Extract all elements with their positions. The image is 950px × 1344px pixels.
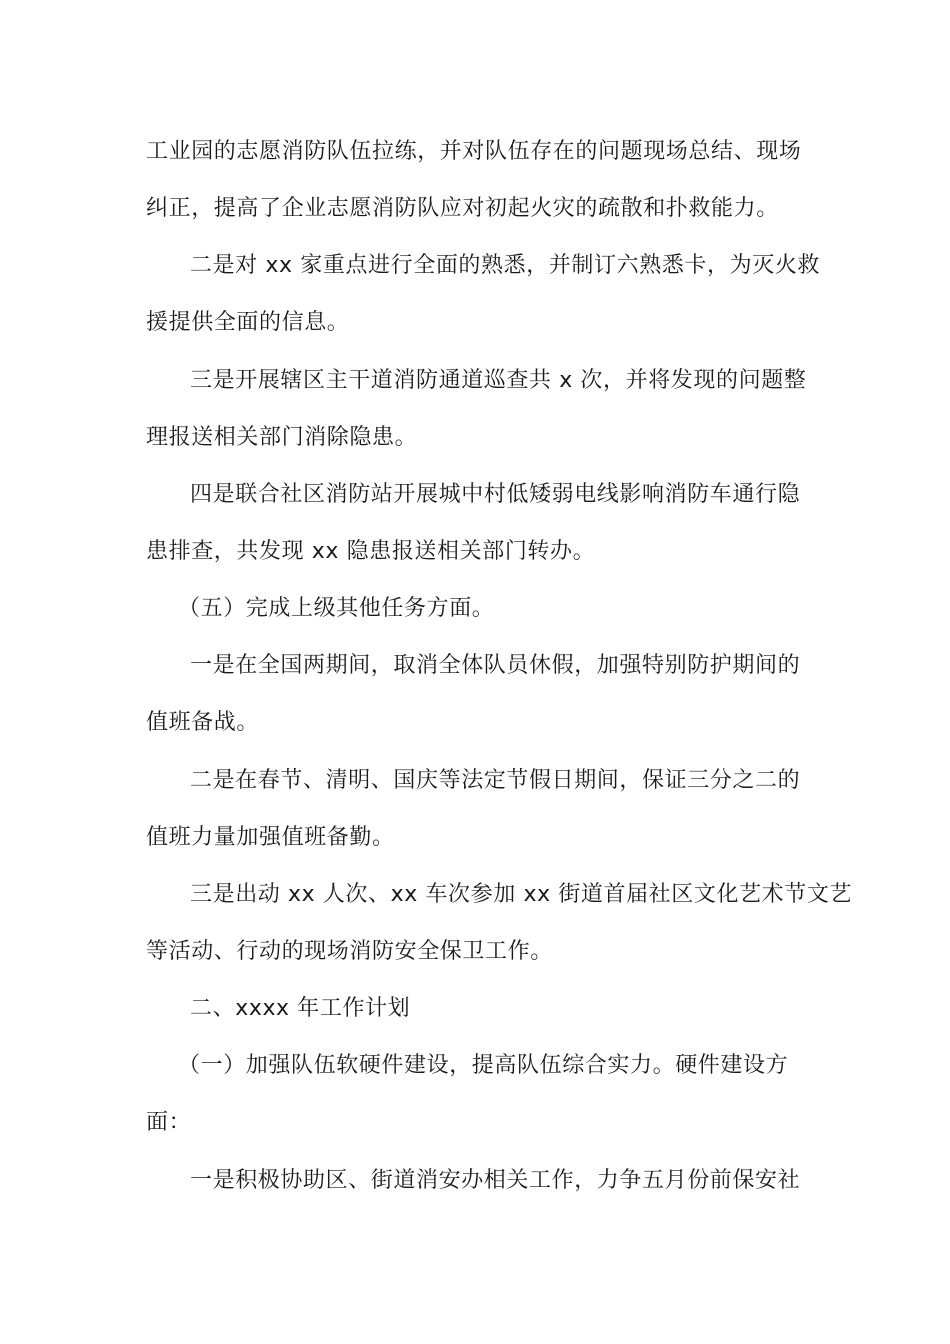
paragraph-line: 一是在全国两期间，取消全体队员休假，加强特别防护期间的 — [190, 653, 801, 678]
paragraph-line: 三是出动 xx 人次、xx 车次参加 xx 街道首届社区文化艺术节文艺 — [190, 882, 853, 907]
paragraph-line: 面： — [146, 1110, 192, 1135]
paragraph-line: 患排查，共发现 xx 隐患报送相关部门转办。 — [146, 539, 596, 564]
paragraph-line: 四是联合社区消防站开展城中村低矮弱电线影响消防车通行隐 — [190, 482, 801, 507]
paragraph-line: 值班力量加强值班备勤。 — [146, 825, 395, 850]
paragraph-line: 纠正，提高了企业志愿消防队应对初起火灾的疏散和扑救能力。 — [146, 196, 779, 221]
paragraph-line: （一）加强队伍软硬件建设，提高队伍综合实力。硬件建设方 — [178, 1053, 789, 1078]
paragraph-line: 值班备战。 — [146, 710, 260, 735]
paragraph-line: 二是对 xx 家重点进行全面的熟悉，并制订六熟悉卡，为灭火救 — [190, 253, 821, 278]
paragraph-line: 理报送相关部门消除隐患。 — [146, 425, 418, 450]
paragraph-line: 三是开展辖区主干道消防通道巡查共 x 次，并将发现的问题整 — [190, 368, 807, 393]
paragraph-line: 工业园的志愿消防队伍拉练，并对队伍存在的问题现场总结、现场 — [146, 139, 802, 164]
section-heading: （五）完成上级其他任务方面。 — [178, 596, 495, 621]
section-heading: 二、xxxx 年工作计划 — [190, 996, 411, 1021]
paragraph-line: 援提供全面的信息。 — [146, 310, 350, 335]
paragraph-line: 等活动、行动的现场消防安全保卫工作。 — [146, 939, 553, 964]
paragraph-line: 一是积极协助区、街道消安办相关工作，力争五月份前保安社 — [190, 1168, 801, 1193]
paragraph-line: 二是在春节、清明、国庆等法定节假日期间，保证三分之二的 — [190, 768, 801, 793]
